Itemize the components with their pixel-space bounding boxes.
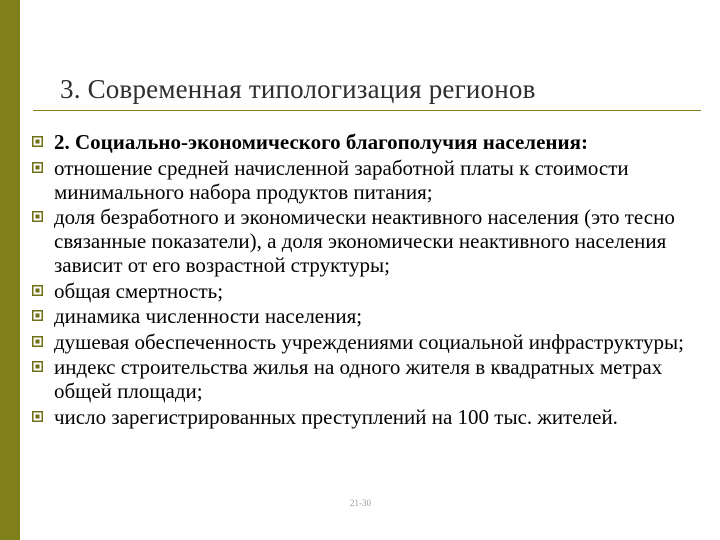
square-bullet-icon xyxy=(32,162,43,173)
bullet-text: общая смертность; xyxy=(54,278,224,303)
bullet-item-population-dynamics xyxy=(32,304,708,328)
bullet-item-category xyxy=(32,130,708,154)
bullet-text: доля безработного и экономически неактивного населения (это тесно связанные показатели), а доля экономически неактивного населения зависит от его возрастной структуры; xyxy=(54,205,675,277)
square-bullet-icon xyxy=(32,211,43,222)
slide-title: 3. Современная типологизация регионов xyxy=(60,74,536,104)
square-bullet-icon xyxy=(32,285,43,296)
square-bullet-icon xyxy=(32,310,43,321)
square-bullet-icon xyxy=(32,136,43,147)
square-bullet-icon xyxy=(32,361,43,372)
bullet-text: динамика численности населения; xyxy=(54,304,363,328)
page-number: 21-30 xyxy=(350,498,371,508)
square-bullet-icon xyxy=(32,336,43,347)
bullet-item-mortality xyxy=(32,279,708,303)
title-divider xyxy=(33,110,701,111)
bullet-item-crime-rate xyxy=(32,405,708,429)
bullet-text: 2. Социально-экономического благополучия населения: xyxy=(54,130,588,154)
bullet-item-unemployment xyxy=(32,205,708,277)
left-accent-bar xyxy=(0,0,20,540)
bullet-text: отношение средней начисленной заработной платы к стоимости минимального набора продуктов питания; xyxy=(54,155,629,204)
bullet-text: индекс строительства жилья на одного жителя в квадратных метрах общей площади; xyxy=(54,355,663,403)
bullet-item-housing-construction xyxy=(32,355,708,403)
bullet-text: число зарегистрированных преступлений на 100 тыс. жителей. xyxy=(54,404,618,429)
square-bullet-icon xyxy=(32,411,43,422)
bullet-item-social-infrastructure xyxy=(32,330,708,354)
bullet-text: душевая обеспеченность учреждениями социальной инфраструктуры; xyxy=(54,329,684,354)
bullet-list xyxy=(32,130,708,430)
bullet-item-salary-ratio xyxy=(32,156,708,204)
